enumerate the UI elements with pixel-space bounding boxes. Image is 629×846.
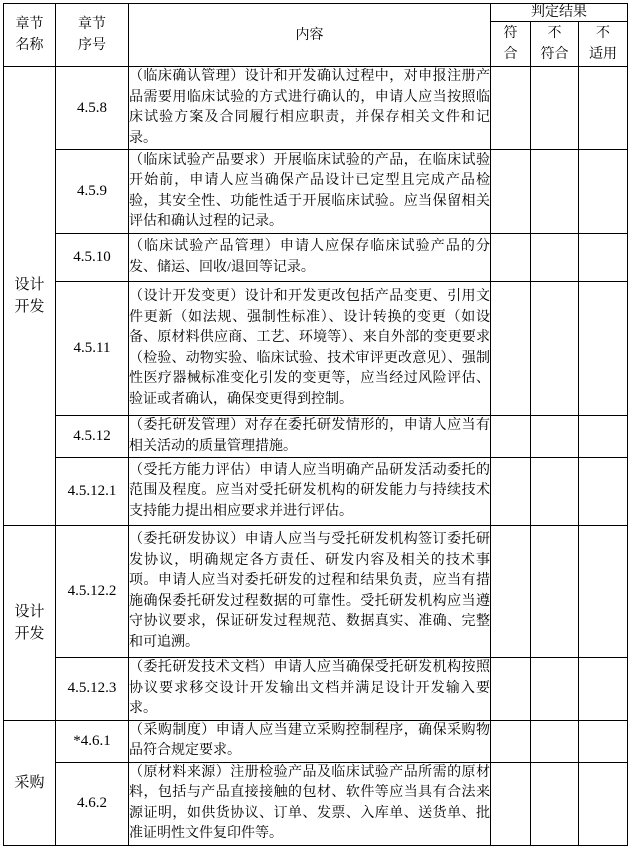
chapter-number-cell: 4.5.8 bbox=[56, 67, 129, 150]
content-cell: （临床试验产品要求）开展临床试验的产品，在临床试验开始前，申请人应当确保产品设计已定型且完成产品检验，其安全性、功能性适于开展临床试验。应当保留相关评估和确认过程的记录。 bbox=[129, 150, 491, 234]
result-cell-conform[interactable] bbox=[491, 720, 531, 762]
chapter-number-cell: 4.5.12.2 bbox=[56, 526, 129, 658]
table-row bbox=[4, 150, 628, 234]
result-cell-nonconform[interactable] bbox=[531, 282, 579, 416]
result-cell-na[interactable] bbox=[579, 416, 628, 458]
content-cell: （临床试验产品管理）申请人应保存临床试验产品的分发、储运、回收/退回等记录。 bbox=[129, 234, 491, 282]
content-cell: （委托研发管理）对存在委托研发情形的，申请人应当有相关活动的质量管理措施。 bbox=[129, 416, 491, 458]
result-cell-na[interactable] bbox=[579, 458, 628, 526]
header-line: 不 bbox=[596, 26, 610, 41]
result-cell-na[interactable] bbox=[579, 526, 628, 658]
result-cell-na[interactable] bbox=[579, 150, 628, 234]
header-na bbox=[579, 22, 628, 67]
header-line: 名称 bbox=[15, 38, 44, 53]
header-chapter-no bbox=[56, 4, 129, 67]
chapter-number-cell: 4.5.9 bbox=[56, 150, 129, 234]
table-row bbox=[4, 720, 628, 762]
content-cell: （采购制度）申请人应当建立采购控制程序，确保采购物品符合规定要求。 bbox=[129, 720, 491, 762]
group-label-design-development-1 bbox=[4, 67, 56, 526]
table-row bbox=[4, 526, 628, 658]
chapter-number-cell: *4.6.1 bbox=[56, 720, 129, 762]
chapter-number-cell: 4.5.10 bbox=[56, 234, 129, 282]
audit-checklist-table bbox=[3, 3, 628, 846]
group-label-line: 设计 bbox=[14, 603, 45, 620]
header-line: 序号 bbox=[78, 38, 106, 53]
result-cell-conform[interactable] bbox=[491, 526, 531, 658]
content-cell: （委托研发技术文档）申请人应当确保受托研发机构按照协议要求移交设计开发输出文档并满足设计开发输入要求。 bbox=[129, 658, 491, 721]
header-conform bbox=[491, 22, 531, 67]
result-cell-nonconform[interactable] bbox=[531, 458, 579, 526]
content-cell: （委托研发协议）申请人应当与受托研发机构签订委托研发协议，明确规定各方责任、研发内容及相关的技术事项。申请人应当对委托研发的过程和结果负责，应当有措施确保委托研发过程数据的可靠性。受托研发机构应当遵守协议要求，保证研发过程规范、数据真实、准确、完整和可追溯。 bbox=[129, 526, 491, 658]
header-chapter-name bbox=[4, 4, 56, 67]
result-cell-nonconform[interactable] bbox=[531, 526, 579, 658]
header-line: 符合 bbox=[540, 47, 569, 62]
result-cell-conform[interactable] bbox=[491, 150, 531, 234]
result-cell-conform[interactable] bbox=[491, 282, 531, 416]
table-row bbox=[4, 234, 628, 282]
content-cell: （受托方能力评估）申请人应当明确产品研发活动委托的范围及程度。应当对受托研发机构的研发能力与持续技术支持能力提出相应要求并进行评估。 bbox=[129, 458, 491, 526]
table-row bbox=[4, 416, 628, 458]
chapter-number-cell: 4.5.12.3 bbox=[56, 658, 129, 721]
group-label-line: 开发 bbox=[14, 299, 45, 315]
result-cell-na[interactable] bbox=[579, 67, 628, 150]
table-row bbox=[4, 762, 628, 845]
result-cell-nonconform[interactable] bbox=[531, 234, 579, 282]
table-row bbox=[4, 658, 628, 721]
result-cell-conform[interactable] bbox=[491, 67, 531, 150]
chapter-number-cell: 4.5.12 bbox=[56, 416, 129, 458]
result-cell-conform[interactable] bbox=[491, 458, 531, 526]
chapter-number-cell: 4.5.12.1 bbox=[56, 458, 129, 526]
result-cell-nonconform[interactable] bbox=[531, 416, 579, 458]
result-cell-nonconform[interactable] bbox=[531, 658, 579, 721]
content-cell: （临床确认管理）设计和开发确认过程中，对申报注册产品需要用临床试验的方式进行确认的，申请人应当按照临床试验方案及合同履行相应职责，并保存相关文件和记录。 bbox=[129, 67, 491, 150]
result-cell-nonconform[interactable] bbox=[531, 67, 579, 150]
group-label-design-development-2 bbox=[4, 526, 56, 721]
result-cell-conform[interactable] bbox=[491, 234, 531, 282]
result-cell-na[interactable] bbox=[579, 234, 628, 282]
header-line: 章节 bbox=[78, 17, 106, 32]
result-cell-nonconform[interactable] bbox=[531, 150, 579, 234]
result-cell-nonconform[interactable] bbox=[531, 762, 579, 845]
result-cell-na[interactable] bbox=[579, 720, 628, 762]
header-line: 合 bbox=[503, 47, 518, 62]
table-row bbox=[4, 458, 628, 526]
result-cell-conform[interactable] bbox=[491, 762, 531, 845]
group-label-line: 设计 bbox=[14, 277, 45, 293]
result-cell-conform[interactable] bbox=[491, 658, 531, 721]
result-cell-nonconform[interactable] bbox=[531, 720, 579, 762]
header-nonconform bbox=[531, 22, 579, 67]
header-line: 不 bbox=[547, 26, 562, 41]
result-cell-na[interactable] bbox=[579, 658, 628, 721]
content-cell: （原材料来源）注册检验产品及临床试验产品所需的原材料，包括与产品直接接触的包材、软件等应当具有合法来源证明，如供货协议、订单、发票、入库单、送货单、批准证明性文件复印件等。 bbox=[129, 762, 491, 845]
header-row-1 bbox=[4, 4, 628, 22]
group-label-procurement bbox=[4, 720, 56, 845]
group-label-line: 开发 bbox=[14, 625, 45, 642]
header-content: 内容 bbox=[129, 4, 491, 67]
chapter-number-cell: 4.6.2 bbox=[56, 762, 129, 845]
result-cell-conform[interactable] bbox=[491, 416, 531, 458]
header-line: 章节 bbox=[15, 17, 44, 32]
content-cell: （设计开发变更）设计和开发更改包括产品变更、引用文件更新（如法规、强制性标准）、设计转换的变更（如设备、原材料供应商、工艺、环境等）、来自外部的变更要求（检验、动物实验、临床试验、技术审评更改意见）、强制性医疗器械标准变化引发的变更等，应当经过风险评估、验证或者确认，确保变更得到控制。 bbox=[129, 282, 491, 416]
table-row bbox=[4, 67, 628, 150]
chapter-number-cell: 4.5.11 bbox=[56, 282, 129, 416]
result-cell-na[interactable] bbox=[579, 762, 628, 845]
header-result: 判定结果 bbox=[491, 4, 628, 22]
result-cell-na[interactable] bbox=[579, 282, 628, 416]
group-label-line: 采购 bbox=[14, 774, 45, 791]
header-line: 适用 bbox=[589, 47, 617, 62]
header-line: 符 bbox=[503, 26, 518, 41]
table-row bbox=[4, 282, 628, 416]
